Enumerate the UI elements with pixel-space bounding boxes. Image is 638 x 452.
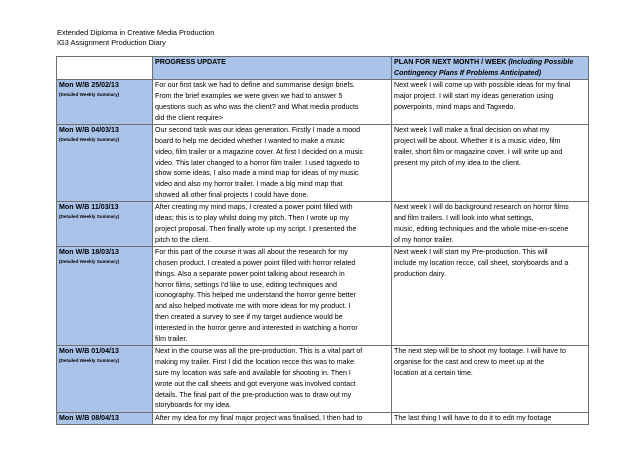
plan-cell: Next week I will do background research on horror films and film trailers. I will look into what settings, music, editing techniques and the whole mise-en-scene of my horror trailer. (392, 202, 589, 247)
table-row (57, 246, 589, 345)
week-subtitle: (Detailed Weekly Summary) (59, 214, 120, 220)
progress-update-cell: Next in the course was all the pre-production. This is a vital part of making my trailer. First I did the location recce this was to make sure my location was safe and available for shooting in. Then I wrote out the call sheets and got everyone was involved contact details. The final part of the pre-production was to draw out my storyboards for my idea. (153, 345, 392, 412)
week-date: Mon W/B 04/03/13 (59, 125, 119, 134)
plan-cell: Next week I will come up with possible ideas for my final major project. I will start my ideas generation using powerpoints, mind maps and Tagxedo. (392, 79, 589, 124)
week-date-cell (57, 246, 153, 345)
plan-heading: PLAN FOR NEXT MONTH / WEEK (394, 58, 507, 66)
plan-cell: The last thing I will have to do it to edit my footage (392, 412, 589, 424)
week-subtitle: (Detailed Weekly Summary) (59, 136, 120, 142)
week-date-cell (57, 202, 153, 247)
table-row (57, 345, 589, 412)
document-header (57, 28, 214, 48)
table-row (57, 412, 589, 424)
progress-update-cell: After creating my mind maps, I created a power point filled with ideas; this is to play whilst doing my pitch. Then I wrote up my project proposal. Then finally wrote up my script. I presented the pitch to the client. (153, 202, 392, 247)
week-date: Mon W/B 18/03/13 (59, 247, 119, 256)
plan-cell: The next step will be to shoot my footage. I will have to organise for the cast and crew to meet up at the location at a certain time. (392, 345, 589, 412)
progress-heading: PROGRESS UPDATE (155, 58, 226, 66)
production-diary-table (56, 56, 589, 425)
header-progress-update (153, 57, 392, 80)
week-date-cell (57, 412, 153, 424)
week-date-cell (57, 79, 153, 124)
diary-title: IG3 Assignment Production Diary (57, 38, 166, 47)
week-subtitle: (Detailed Weekly Summary) (59, 357, 120, 363)
week-subtitle: (Detailed Weekly Summary) (59, 258, 120, 264)
week-date-cell (57, 345, 153, 412)
plan-heading-note: (Including Possible Contingency Plans If Problems Anticipated) (394, 58, 574, 77)
progress-update-cell: For this part of the course it was all about the research for my chosen product. I created a power point filled with horror related things. Also a separate power point talking about research in horror films, settings I'd like to use, editing techniques and iconography. This helped me understand the horror genre better and also helped motivate me with more ideas for my product. I then created a survey to see if my target audience would be interested in the horror genre and interested in watching a horror film trailer. (153, 246, 392, 345)
week-date: Mon W/B 01/04/13 (59, 346, 119, 355)
header-plan (392, 57, 589, 80)
progress-update-cell: After my idea for my final major project was finalised, I then had to (153, 412, 392, 424)
table-header-row (57, 57, 589, 80)
course-title: Extended Diploma in Creative Media Production (57, 28, 215, 37)
week-date: Mon W/B 25/02/13 (59, 80, 119, 89)
week-subtitle: (Detailed Weekly Summary) (59, 91, 120, 97)
table-row (57, 124, 589, 201)
header-blank-cell (57, 57, 153, 80)
week-date-cell (57, 124, 153, 201)
progress-update-cell: For our first task we had to define and summarise design briefs. From the brief examples we were given we had to answer 5 questions such as who was the client? and What media products did the client require> (153, 79, 392, 124)
week-date: Mon W/B 08/04/13 (59, 413, 119, 422)
week-date: Mon W/B 11/03/13 (59, 203, 119, 212)
plan-cell: Next week I will start my Pre-production. This will include my location recce, call sheet, storyboards and a production dairy. (392, 246, 589, 345)
table-row (57, 202, 589, 247)
plan-cell: Next week I will make a final decision on what my project will be about. Whether it is a music video, film trailer, short film or magazine cover. I will write up and present my pitch of my idea to the client. (392, 124, 589, 201)
table-row (57, 79, 589, 124)
progress-update-cell: Our second task was our ideas generation. Firstly I made a mood board to help me decided whether I wanted to make a music video, film trailer or a magazine cover. At first I decided on a music video. This later changed to a horror film trailer. I used tagxedo to show some ideas, I also made a mind map for ideas of my music video and also my horror trailer. I made a big mind map that showed all other final projects I could have done. (153, 124, 392, 201)
